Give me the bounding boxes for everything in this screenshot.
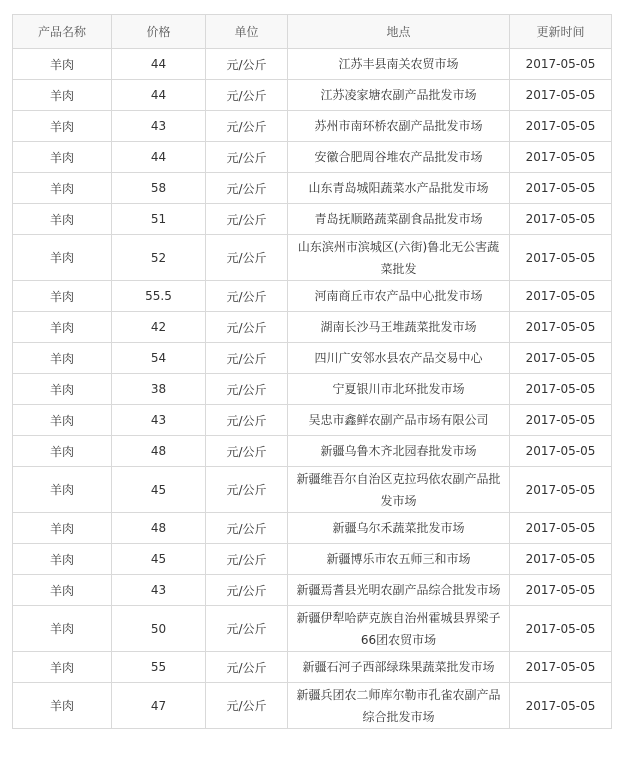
cell-location: 新疆维吾尔自治区克拉玛依农副产品批发市场	[288, 467, 510, 513]
cell-price: 51	[112, 204, 206, 235]
cell-unit: 元/公斤	[206, 683, 288, 729]
cell-product-name: 羊肉	[13, 544, 112, 575]
cell-location: 江苏丰县南关农贸市场	[288, 49, 510, 80]
cell-update-time: 2017-05-05	[510, 652, 612, 683]
cell-price: 48	[112, 436, 206, 467]
table-row	[13, 652, 612, 683]
table-row	[13, 606, 612, 652]
cell-update-time: 2017-05-05	[510, 173, 612, 204]
cell-price: 45	[112, 544, 206, 575]
cell-location: 安徽合肥周谷堆农产品批发市场	[288, 142, 510, 173]
cell-update-time: 2017-05-05	[510, 575, 612, 606]
cell-location: 新疆伊犁哈萨克族自治州霍城县界梁子66团农贸市场	[288, 606, 510, 652]
header-product-name: 产品名称	[13, 15, 112, 49]
header-unit: 单位	[206, 15, 288, 49]
cell-update-time: 2017-05-05	[510, 49, 612, 80]
cell-price: 52	[112, 235, 206, 281]
table-row	[13, 575, 612, 606]
cell-product-name: 羊肉	[13, 575, 112, 606]
cell-location: 四川广安邻水县农产品交易中心	[288, 343, 510, 374]
cell-location: 新疆乌尔禾蔬菜批发市场	[288, 513, 510, 544]
price-table	[12, 14, 612, 729]
cell-unit: 元/公斤	[206, 606, 288, 652]
cell-location: 江苏凌家塘农副产品批发市场	[288, 80, 510, 111]
header-location: 地点	[288, 15, 510, 49]
cell-location: 山东青岛城阳蔬菜水产品批发市场	[288, 173, 510, 204]
cell-product-name: 羊肉	[13, 513, 112, 544]
cell-location: 宁夏银川市北环批发市场	[288, 374, 510, 405]
cell-product-name: 羊肉	[13, 142, 112, 173]
cell-unit: 元/公斤	[206, 374, 288, 405]
cell-update-time: 2017-05-05	[510, 544, 612, 575]
cell-product-name: 羊肉	[13, 652, 112, 683]
cell-unit: 元/公斤	[206, 544, 288, 575]
cell-price: 43	[112, 111, 206, 142]
cell-update-time: 2017-05-05	[510, 467, 612, 513]
cell-product-name: 羊肉	[13, 49, 112, 80]
cell-price: 38	[112, 374, 206, 405]
cell-unit: 元/公斤	[206, 312, 288, 343]
cell-price: 48	[112, 513, 206, 544]
cell-update-time: 2017-05-05	[510, 80, 612, 111]
table-row	[13, 111, 612, 142]
cell-unit: 元/公斤	[206, 80, 288, 111]
cell-unit: 元/公斤	[206, 436, 288, 467]
table-row	[13, 235, 612, 281]
cell-update-time: 2017-05-05	[510, 204, 612, 235]
cell-product-name: 羊肉	[13, 606, 112, 652]
cell-unit: 元/公斤	[206, 281, 288, 312]
cell-update-time: 2017-05-05	[510, 405, 612, 436]
cell-location: 青岛抚顺路蔬菜副食品批发市场	[288, 204, 510, 235]
cell-update-time: 2017-05-05	[510, 436, 612, 467]
cell-product-name: 羊肉	[13, 436, 112, 467]
cell-price: 45	[112, 467, 206, 513]
cell-update-time: 2017-05-05	[510, 235, 612, 281]
cell-update-time: 2017-05-05	[510, 683, 612, 729]
cell-price: 55.5	[112, 281, 206, 312]
cell-price: 43	[112, 405, 206, 436]
cell-location: 山东滨州市滨城区(六街)鲁北无公害蔬菜批发	[288, 235, 510, 281]
cell-unit: 元/公斤	[206, 204, 288, 235]
cell-price: 55	[112, 652, 206, 683]
cell-location: 河南商丘市农产品中心批发市场	[288, 281, 510, 312]
cell-price: 54	[112, 343, 206, 374]
table-row	[13, 343, 612, 374]
cell-location: 新疆兵团农二师库尔勒市孔雀农副产品综合批发市场	[288, 683, 510, 729]
cell-location: 吴忠市鑫鲜农副产品市场有限公司	[288, 405, 510, 436]
cell-price: 47	[112, 683, 206, 729]
header-update-time: 更新时间	[510, 15, 612, 49]
cell-unit: 元/公斤	[206, 467, 288, 513]
table-row	[13, 405, 612, 436]
cell-unit: 元/公斤	[206, 575, 288, 606]
cell-unit: 元/公斤	[206, 343, 288, 374]
cell-location: 新疆乌鲁木齐北园春批发市场	[288, 436, 510, 467]
cell-update-time: 2017-05-05	[510, 312, 612, 343]
cell-product-name: 羊肉	[13, 683, 112, 729]
table-row	[13, 142, 612, 173]
cell-product-name: 羊肉	[13, 111, 112, 142]
cell-location: 新疆焉耆县光明农副产品综合批发市场	[288, 575, 510, 606]
cell-location: 湖南长沙马王堆蔬菜批发市场	[288, 312, 510, 343]
cell-unit: 元/公斤	[206, 49, 288, 80]
table-row	[13, 312, 612, 343]
cell-product-name: 羊肉	[13, 80, 112, 111]
table-row	[13, 683, 612, 729]
table-row	[13, 173, 612, 204]
cell-unit: 元/公斤	[206, 405, 288, 436]
cell-update-time: 2017-05-05	[510, 111, 612, 142]
table-row	[13, 281, 612, 312]
table-row	[13, 80, 612, 111]
header-price: 价格	[112, 15, 206, 49]
cell-unit: 元/公斤	[206, 513, 288, 544]
table-row	[13, 513, 612, 544]
cell-price: 50	[112, 606, 206, 652]
cell-location: 苏州市南环桥农副产品批发市场	[288, 111, 510, 142]
cell-price: 43	[112, 575, 206, 606]
cell-unit: 元/公斤	[206, 142, 288, 173]
cell-unit: 元/公斤	[206, 111, 288, 142]
cell-unit: 元/公斤	[206, 235, 288, 281]
cell-product-name: 羊肉	[13, 312, 112, 343]
cell-update-time: 2017-05-05	[510, 142, 612, 173]
cell-product-name: 羊肉	[13, 374, 112, 405]
cell-product-name: 羊肉	[13, 405, 112, 436]
table-row	[13, 467, 612, 513]
table-row	[13, 544, 612, 575]
table-row	[13, 49, 612, 80]
table-row	[13, 374, 612, 405]
cell-location: 新疆石河子西部绿珠果蔬菜批发市场	[288, 652, 510, 683]
cell-update-time: 2017-05-05	[510, 374, 612, 405]
cell-location: 新疆博乐市农五师三和市场	[288, 544, 510, 575]
cell-price: 44	[112, 80, 206, 111]
cell-update-time: 2017-05-05	[510, 513, 612, 544]
cell-price: 44	[112, 142, 206, 173]
cell-price: 58	[112, 173, 206, 204]
cell-product-name: 羊肉	[13, 281, 112, 312]
cell-unit: 元/公斤	[206, 173, 288, 204]
header-row	[13, 15, 612, 49]
cell-unit: 元/公斤	[206, 652, 288, 683]
cell-product-name: 羊肉	[13, 235, 112, 281]
cell-price: 42	[112, 312, 206, 343]
cell-product-name: 羊肉	[13, 467, 112, 513]
cell-update-time: 2017-05-05	[510, 343, 612, 374]
table-row	[13, 436, 612, 467]
cell-product-name: 羊肉	[13, 173, 112, 204]
cell-update-time: 2017-05-05	[510, 281, 612, 312]
table-row	[13, 204, 612, 235]
cell-product-name: 羊肉	[13, 204, 112, 235]
cell-price: 44	[112, 49, 206, 80]
cell-update-time: 2017-05-05	[510, 606, 612, 652]
cell-product-name: 羊肉	[13, 343, 112, 374]
